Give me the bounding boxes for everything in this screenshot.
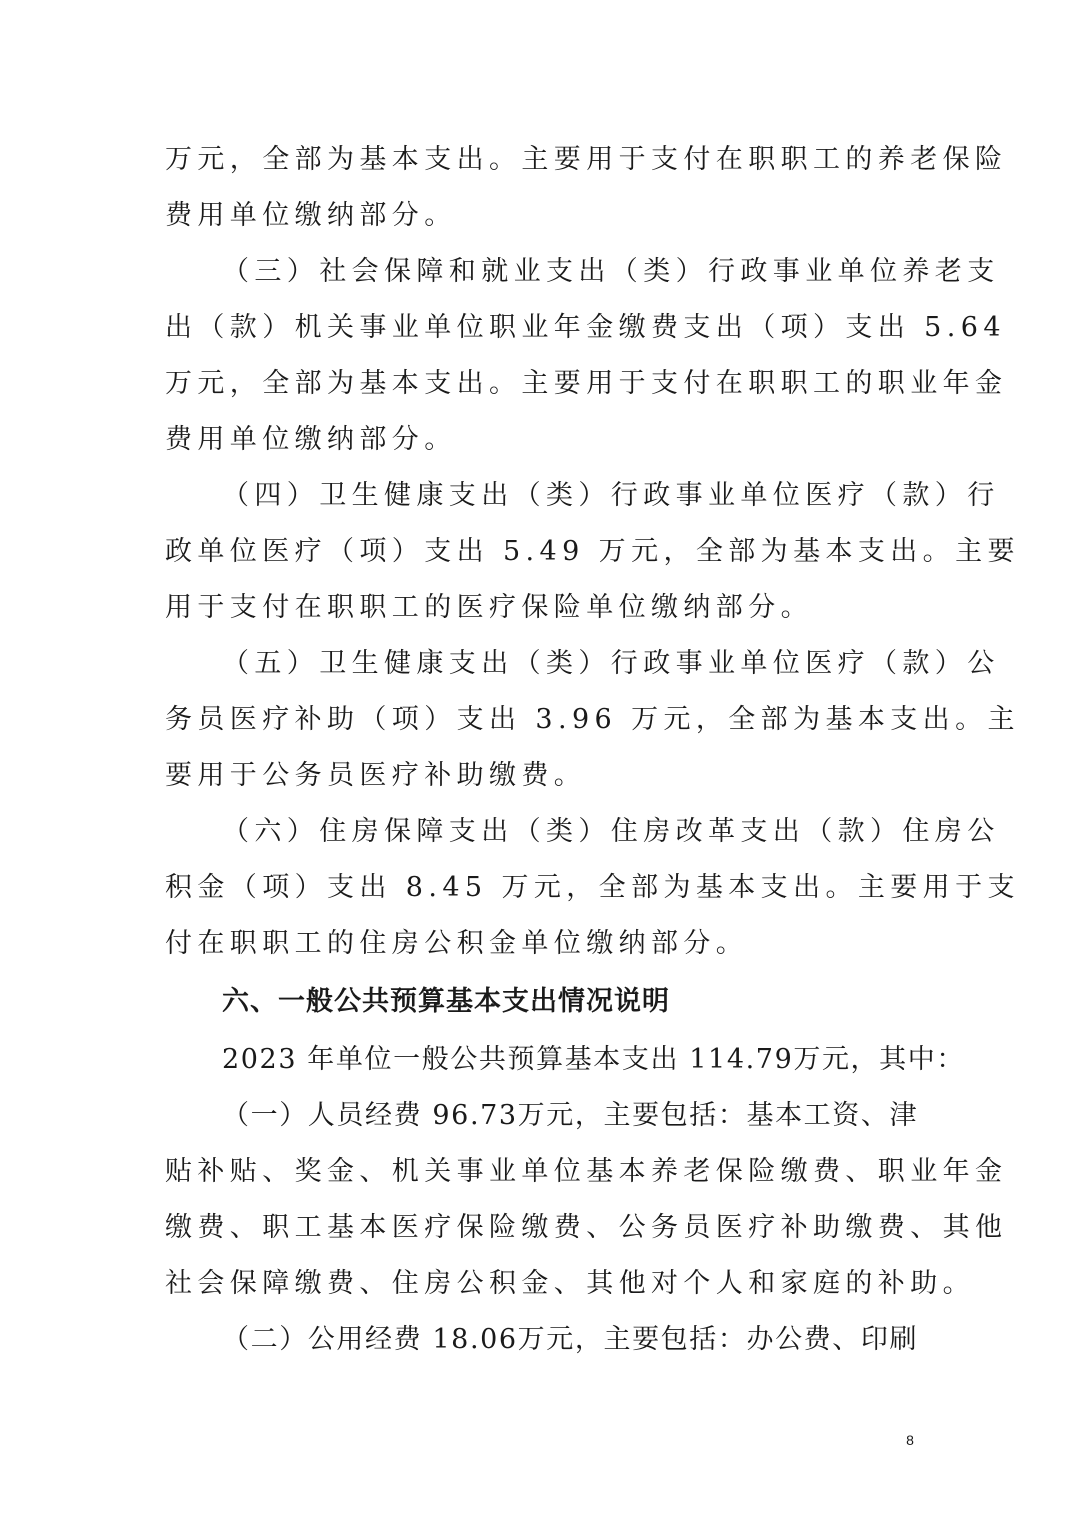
text-line: 万元，全部为基本支出。主要用于支付在职职工的养老保险 bbox=[165, 144, 1008, 175]
paragraph-start-line: （五）卫生健康支出（类）行政事业单位医疗（款）公 bbox=[222, 648, 1000, 679]
text-line: 费用单位缴纳部分。 bbox=[165, 424, 457, 455]
section-heading: 六、一般公共预算基本支出情况说明 bbox=[222, 986, 670, 1017]
text-line: 政单位医疗（项）支出 5.49 万元，全部为基本支出。主要 bbox=[165, 536, 1020, 567]
paragraph-start-line: 2023 年单位一般公共预算基本支出 114.79万元，其中： bbox=[222, 1044, 965, 1075]
text-line: 务员医疗补助（项）支出 3.96 万元，全部为基本支出。主 bbox=[165, 704, 1020, 735]
text-line: 要用于公务员医疗补助缴费。 bbox=[165, 760, 587, 791]
paragraph-start-line: （六）住房保障支出（类）住房改革支出（款）住房公 bbox=[222, 816, 1000, 847]
paragraph-start-line: （四）卫生健康支出（类）行政事业单位医疗（款）行 bbox=[222, 480, 1000, 511]
text-line: 出（款）机关事业单位职业年金缴费支出（项）支出 5.64 bbox=[165, 312, 1006, 343]
text-line: 社会保障缴费、住房公积金、其他对个人和家庭的补助。 bbox=[165, 1268, 975, 1299]
text-line: 积金（项）支出 8.45 万元，全部为基本支出。主要用于支 bbox=[165, 872, 1020, 903]
paragraph-start-line: （一）人员经费 96.73万元，主要包括：基本工资、津 bbox=[222, 1100, 919, 1131]
text-line: 用于支付在职职工的医疗保险单位缴纳部分。 bbox=[165, 592, 813, 623]
paragraph-start-line: （二）公用经费 18.06万元，主要包括：办公费、印刷 bbox=[222, 1324, 919, 1355]
paragraph-start-line: （三）社会保障和就业支出（类）行政事业单位养老支 bbox=[222, 256, 1000, 287]
page-number: 8 bbox=[906, 1432, 914, 1448]
text-line: 付在职职工的住房公积金单位缴纳部分。 bbox=[165, 928, 749, 959]
text-line: 贴补贴、奖金、机关事业单位基本养老保险缴费、职业年金 bbox=[165, 1156, 1008, 1187]
text-line: 缴费、职工基本医疗保险缴费、公务员医疗补助缴费、其他 bbox=[165, 1212, 1008, 1243]
text-line: 费用单位缴纳部分。 bbox=[165, 200, 457, 231]
text-line: 万元，全部为基本支出。主要用于支付在职职工的职业年金 bbox=[165, 368, 1008, 399]
